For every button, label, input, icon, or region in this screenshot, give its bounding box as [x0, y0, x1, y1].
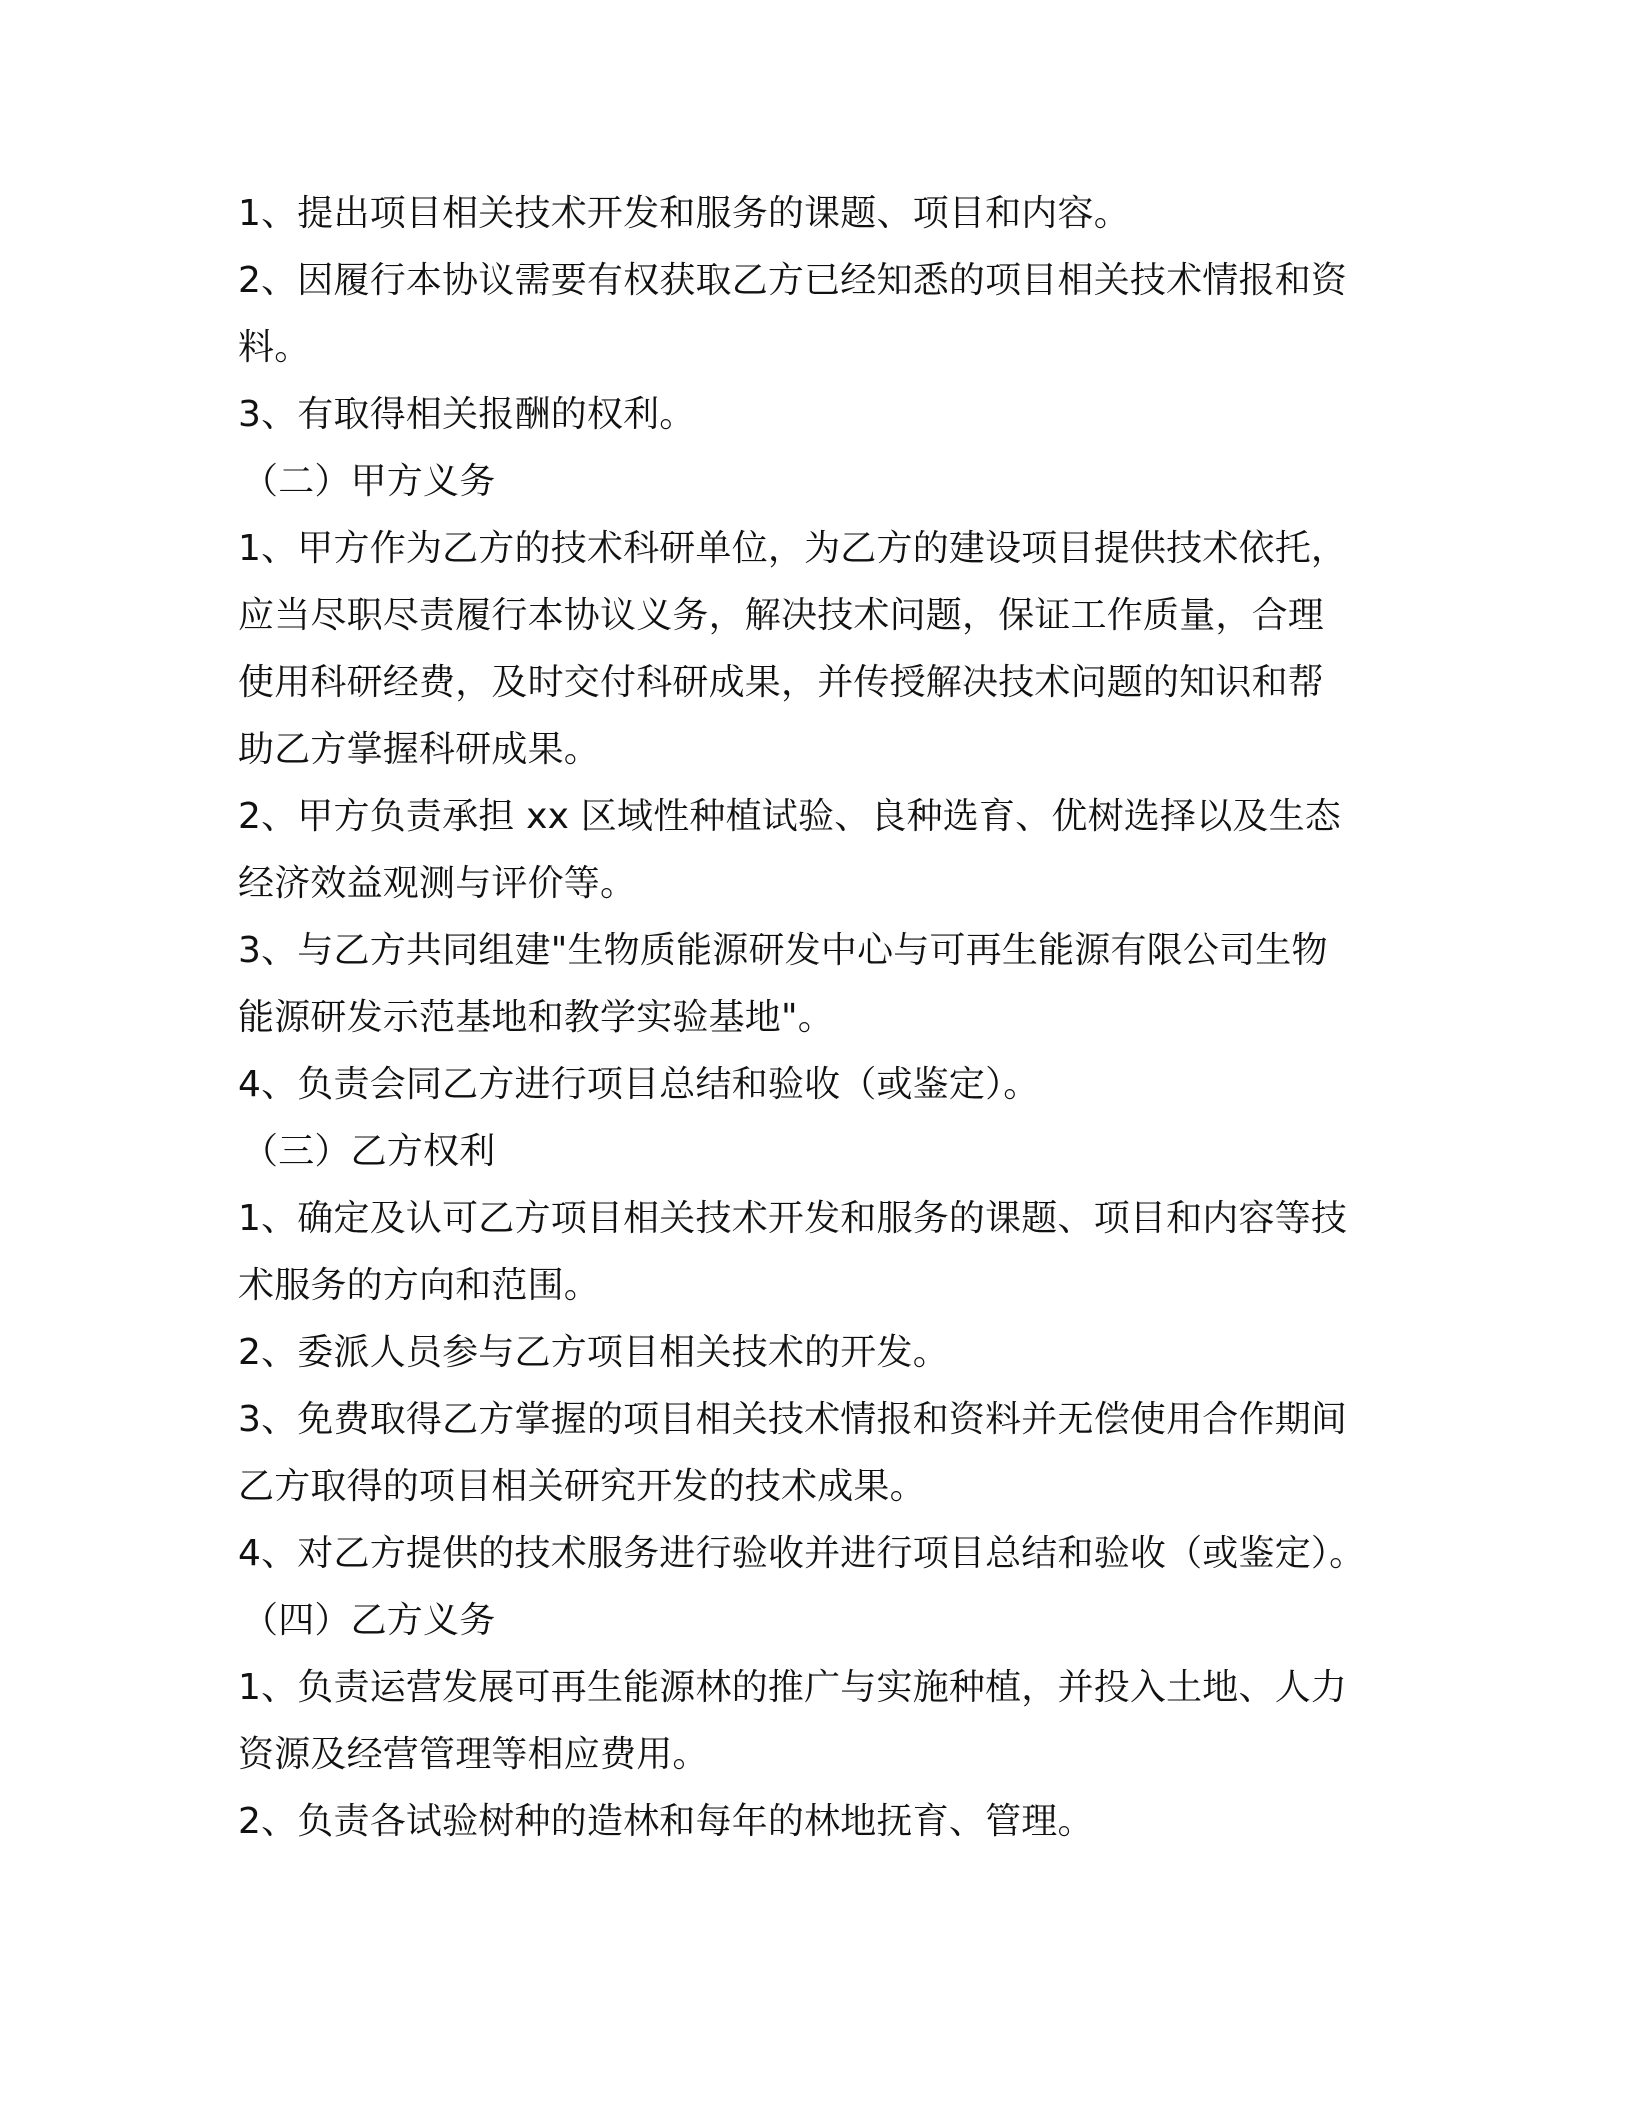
text-line: 1、负责运营发展可再生能源林的推广与实施种植，并投入土地、人力: [238, 1667, 1348, 1708]
text-line: 3、有取得相关报酬的权利。: [238, 394, 696, 435]
text-line: 经济效益观测与评价等。: [238, 863, 637, 904]
section-heading: （三）乙方权利: [242, 1131, 496, 1172]
text-line: 4、对乙方提供的技术服务进行验收并进行项目总结和验收（或鉴定）。: [238, 1533, 1366, 1574]
text-line: 使用科研经费，及时交付科研成果，并传授解决技术问题的知识和帮: [238, 662, 1325, 703]
section-heading: （二）甲方义务: [242, 461, 496, 502]
text-line: 应当尽职尽责履行本协议义务，解决技术问题，保证工作质量，合理: [238, 595, 1325, 636]
text-line: 2、甲方负责承担 xx 区域性种植试验、良种选育、优树选择以及生态: [238, 796, 1342, 837]
text-line: 3、与乙方共同组建"生物质能源研发中心与可再生能源有限公司生物: [238, 930, 1328, 971]
text-line: 3、免费取得乙方掌握的项目相关技术情报和资料并无偿使用合作期间: [238, 1399, 1348, 1440]
text-line: 1、确定及认可乙方项目相关技术开发和服务的课题、项目和内容等技: [238, 1198, 1348, 1239]
text-line: 乙方取得的项目相关研究开发的技术成果。: [238, 1466, 926, 1507]
text-line: 术服务的方向和范围。: [238, 1265, 601, 1306]
section-heading: （四）乙方义务: [242, 1600, 496, 1641]
text-line: 2、负责各试验树种的造林和每年的林地抚育、管理。: [238, 1801, 1094, 1842]
text-line: 1、甲方作为乙方的技术科研单位，为乙方的建设项目提供技术依托，: [238, 528, 1348, 569]
document-page: [238, 180, 1398, 1855]
text-line: 2、因履行本协议需要有权获取乙方已经知悉的项目相关技术情报和资: [238, 260, 1348, 301]
text-line: 4、负责会同乙方进行项目总结和验收（或鉴定）。: [238, 1064, 1040, 1105]
text-line: 助乙方掌握科研成果。: [238, 729, 601, 770]
text-line: 料。: [238, 327, 311, 368]
text-line: 2、委派人员参与乙方项目相关技术的开发。: [238, 1332, 949, 1373]
text-line: 资源及经营管理等相应费用。: [238, 1734, 709, 1775]
text-line: 1、提出项目相关技术开发和服务的课题、项目和内容。: [238, 193, 1130, 234]
text-line: 能源研发示范基地和教学实验基地"。: [238, 997, 834, 1038]
